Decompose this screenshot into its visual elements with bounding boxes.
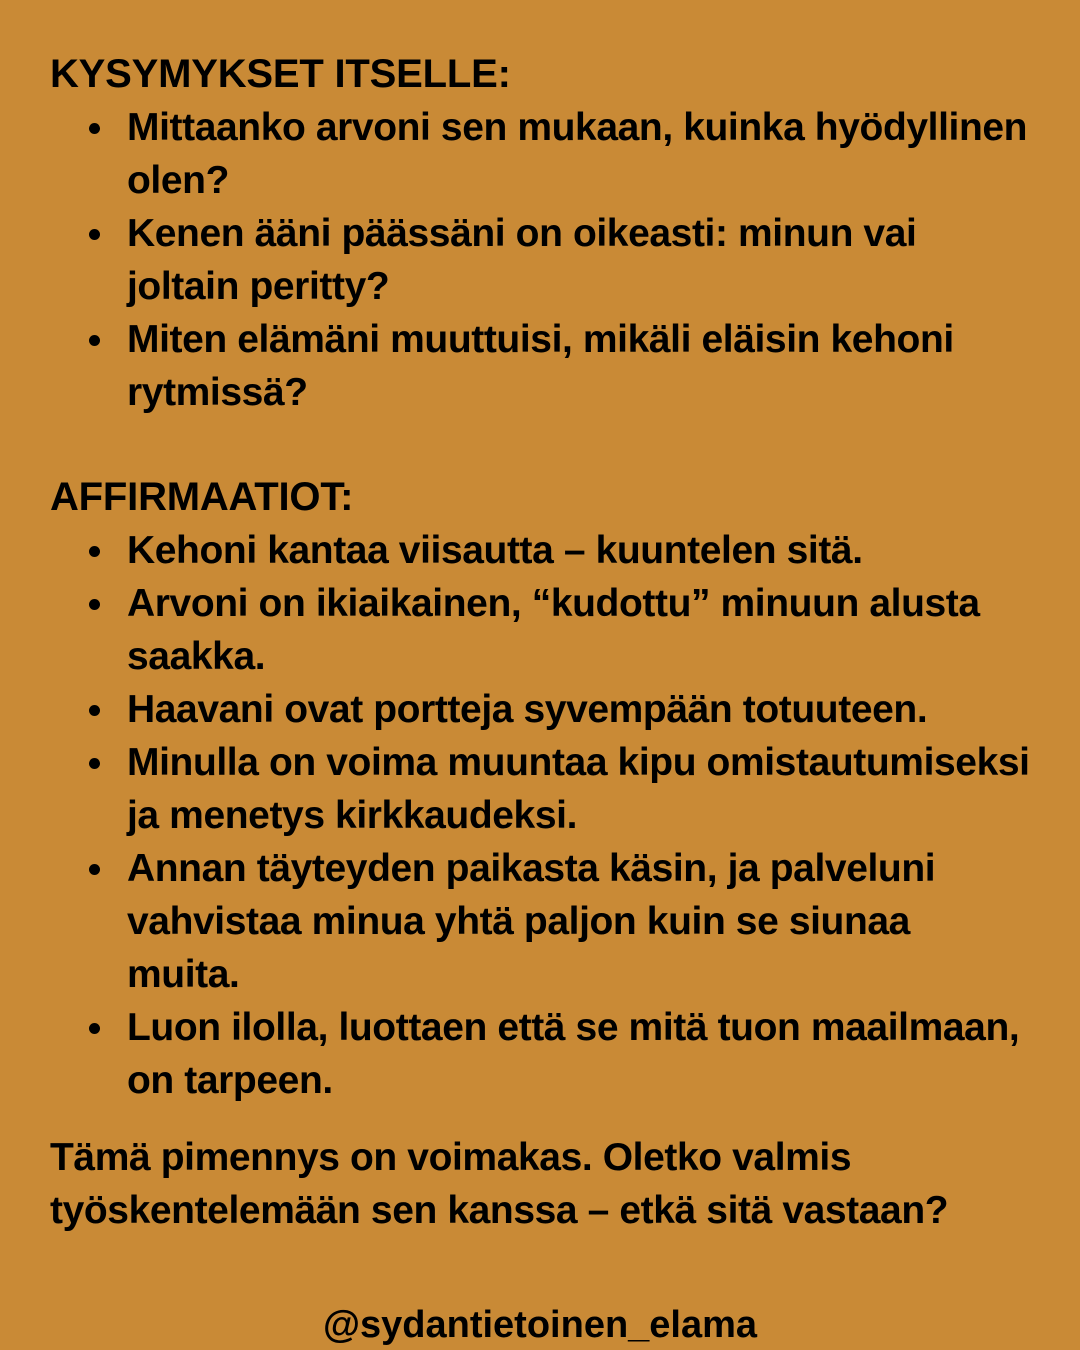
list-item: [127, 207, 1032, 313]
questions-list: [50, 101, 1032, 419]
bullet-icon: [89, 335, 100, 346]
social-handle: @sydantietoinen_elama: [322, 1304, 758, 1346]
list-item-text: Arvoni on ikiaikainen, “kudottu” minuun alusta saakka.: [127, 582, 980, 678]
list-item: [127, 842, 1032, 1001]
list-item: [127, 577, 1032, 683]
affirmations-list: [50, 524, 1032, 1107]
list-item: [127, 1001, 1032, 1107]
bullet-icon: [89, 864, 100, 875]
affirmations-heading: AFFIRMAATIOT:: [50, 475, 354, 519]
bullet-icon: [89, 599, 100, 610]
list-item-text: Minulla on voima muuntaa kipu omistautumiseksi ja menetys kirkkaudeksi.: [127, 741, 1030, 837]
list-item-text: Mittaanko arvoni sen mukaan, kuinka hyödyllinen olen?: [127, 106, 1028, 202]
questions-heading: KYSYMYKSET ITSELLE:: [50, 52, 511, 96]
bullet-icon: [89, 546, 100, 557]
bullet-icon: [89, 123, 100, 134]
list-item: [127, 736, 1032, 842]
bullet-icon: [89, 229, 100, 240]
list-item-text: Miten elämäni muuttuisi, mikäli eläisin kehoni rytmissä?: [127, 318, 954, 414]
closing-paragraph: Tämä pimennys on voimakas. Oletko valmis työskentelemään sen kanssa – etkä sitä vastaan?: [50, 1136, 949, 1232]
list-item: [127, 101, 1032, 207]
list-item: [127, 683, 1032, 736]
bullet-icon: [89, 1023, 100, 1034]
list-item-text: Kenen ääni päässäni on oikeasti: minun vai joltain peritty?: [127, 212, 917, 308]
list-item-text: Kehoni kantaa viisautta – kuuntelen sitä.: [127, 529, 863, 572]
list-item-text: Annan täyteyden paikasta käsin, ja palveluni vahvistaa minua yhtä paljon kuin se siunaa muita.: [127, 847, 936, 996]
list-item-text: Luon ilolla, luottaen että se mitä tuon maailmaan, on tarpeen.: [127, 1006, 1020, 1102]
bullet-icon: [89, 758, 100, 769]
bullet-icon: [89, 705, 100, 716]
list-item: [127, 313, 1032, 419]
list-item: [127, 524, 1032, 577]
list-item-text: Haavani ovat portteja syvempään totuuteen.: [127, 688, 928, 731]
